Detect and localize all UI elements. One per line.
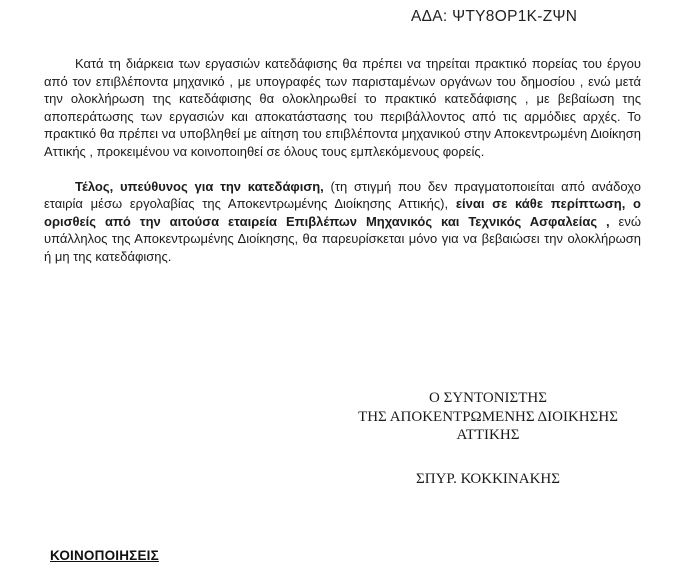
signature-title-line-3: ΑΤΤΙΚΗΣ (456, 427, 520, 443)
paragraph-demolition-responsibility (44, 178, 641, 266)
paragraph2-normal-segment-1: (τη στιγμή που δεν πραγματοποιείται από ανάδοχο εταιρία μέσω εργολαβίας της Αποκεντρωμένης Διοίκησης Αττικής), (44, 178, 641, 212)
notifications-heading: ΚΟΙΝΟΠΟΙΗΣΕΙΣ (50, 548, 159, 563)
signature-block (328, 389, 648, 488)
signature-title-line-2: ΤΗΣ ΑΠΟΚΕΝΤΡΩΜΕΝΗΣ ΔΙΟΙΚΗΣΗΣ (358, 408, 618, 425)
paragraph2-bold-segment-1: Τέλος, υπεύθυνος για την κατεδάφιση, (75, 178, 331, 194)
ada-code: ΑΔΑ: ΨΤΥ8ΟΡ1Κ-ΖΨΝ (411, 8, 578, 25)
signer-name: ΣΠΥΡ. ΚΟΚΚΙΝΑΚΗΣ (416, 470, 560, 487)
signature-title-line-1: Ο ΣΥΝΤΟΝΙΣΤΗΣ (429, 390, 547, 406)
paragraph2-normal-segment-2: ενώ υπάλληλος της Αποκεντρωμένης Διοίκησης, θα παρευρίσκεται μόνο για να βεβαιώσει την ολοκλήρωση ή μη της κατεδάφισης. (44, 213, 641, 264)
document-body (44, 55, 641, 266)
paragraph2-bold-segment-2: είναι σε κάθε περίπτωση, ο ορισθείς από την αιτούσα εταιρεία Επιβλέπων Μηχανικός και Τεχνικός Ασφαλείας , (44, 196, 641, 229)
paragraph-demolition-procedure: Κατά τη διάρκεια των εργασιών κατεδάφισης θα πρέπει να τηρείται πρακτικό πορείας του έργου από τον επιβλέποντα μηχανικό , με υπογραφές των παρισταμένων οργάνων του δημοσίου , ενώ μετά την ολοκλήρωση της κατεδάφισης θα ολοκληρωθεί το πρακτικό κατεδάφισης , με βεβαίωση της αποπεράτωσης των εργασιών και αποκατάστασης του περιβάλλοντος από τις αρμόδιες αρχές. Το πρακτικό θα πρέπει να υποβληθεί με αίτηση του επιβλέποντα μηχανικού στην Αποκεντρωμένη Διοίκηση Αττικής , προκειμένου να κοινοποιηθεί σε όλους τους εμπλεκόμενους φορείς. (44, 56, 641, 159)
